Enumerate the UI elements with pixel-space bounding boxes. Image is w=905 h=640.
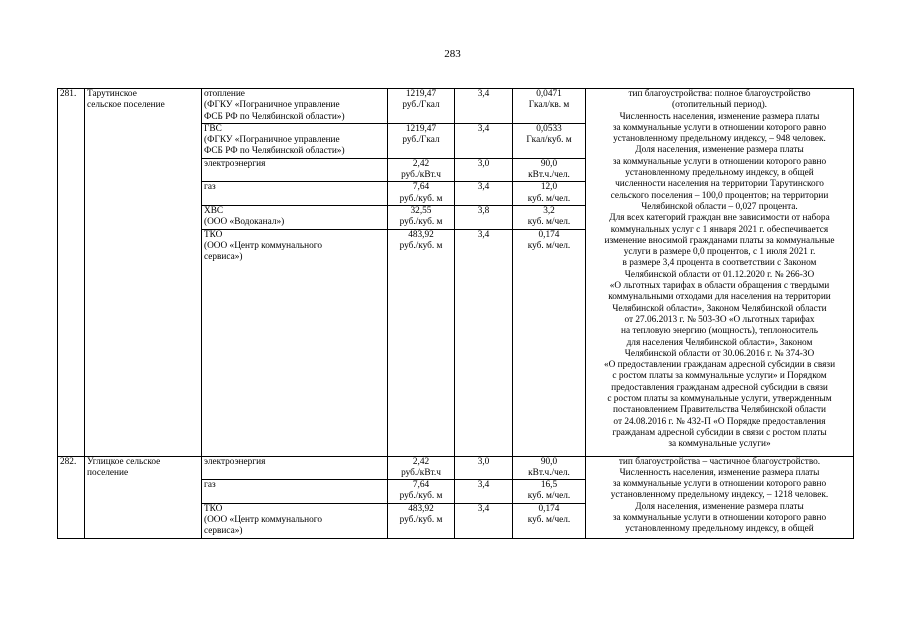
service-name-line: ФСБ РФ по Челябинской области») xyxy=(204,111,345,122)
norm-value: 16,5 xyxy=(540,480,558,491)
description-line: Численность населения, изменение размера платы xyxy=(619,111,820,122)
norm-cell xyxy=(513,456,586,480)
norm-unit: куб. м/чел. xyxy=(527,491,571,502)
description-line: услуги в размере 0,0 процентов, с 1 июля 2021 г. xyxy=(623,247,816,258)
settlement-name xyxy=(85,89,202,457)
description-line: за коммунальные услуги» xyxy=(668,439,771,450)
description-line: Доля населения, изменение размера платы xyxy=(635,145,804,156)
tariff-cell xyxy=(388,480,455,504)
norm-value: 12,0 xyxy=(540,182,558,193)
service-name xyxy=(202,182,388,206)
service-name-line: (ООО «Центр коммунального xyxy=(204,515,323,526)
description-line: установленному предельному индексу, – 948 человек. xyxy=(613,134,826,145)
description-line: Челябинской области от 30.06.2016 г. № 374-ЗО xyxy=(624,348,815,359)
description-line: от 27.06.2013 г. № 503-ЗО «О льготных тарифах xyxy=(624,314,815,325)
tariff-cell xyxy=(388,158,455,182)
service-name-line: ТКО xyxy=(204,503,223,514)
norm-cell xyxy=(513,89,586,124)
page-number: 283 xyxy=(444,48,461,60)
tariff-unit: руб./Гкал xyxy=(402,100,440,111)
description-line: Челябинской области – 0,027 процента. xyxy=(641,201,798,212)
description-line: за коммунальные услуги в отношении которого равно xyxy=(612,513,827,524)
description-line: Доля населения, изменение размера платы xyxy=(635,501,804,512)
index-value: 3,4 xyxy=(455,480,513,504)
service-name-line: газ xyxy=(204,480,216,491)
tariff-value: 1219,47 xyxy=(405,123,437,134)
tariff-unit: руб./Гкал xyxy=(402,135,440,146)
tariff-value: 32,55 xyxy=(410,205,432,216)
tariff-cell xyxy=(388,89,455,124)
service-name xyxy=(202,205,388,229)
settlement-name xyxy=(85,456,202,538)
tariff-unit: руб./кВт.ч xyxy=(401,170,441,181)
description-line: численности населения на территории Тарутинского xyxy=(615,179,824,190)
description-line: в размере 3,4 процента в соответствии с Законом xyxy=(622,258,817,269)
description-line: Челябинской области от 01.12.2020 г. № 266-ЗО xyxy=(624,269,815,280)
row-number: 282. xyxy=(58,456,85,538)
tariff-cell xyxy=(388,456,455,480)
tariff-value: 7,64 xyxy=(412,480,430,491)
norm-cell xyxy=(513,205,586,229)
index-value: 3,0 xyxy=(455,158,513,182)
description-line: от 24.08.2016 г. № 432-П «О Порядке предоставления xyxy=(613,416,826,427)
description-line: с ростом платы за коммунальные услуги» и Порядком xyxy=(612,371,827,382)
description-line: за коммунальные услуги в отношении которого равно xyxy=(612,122,827,133)
description-line: изменение вносимой гражданами платы за коммунальные xyxy=(604,235,835,246)
service-name-line: сервиса») xyxy=(204,526,243,537)
norm-unit: куб. м/чел. xyxy=(527,193,571,204)
description-line: коммунальных услуг с 1 января 2021 г. обеспечивается xyxy=(610,224,829,235)
tariff-cell xyxy=(388,229,455,456)
tariff-table xyxy=(57,88,854,539)
row-number: 281. xyxy=(58,89,85,457)
tariff-unit: руб./куб. м xyxy=(399,217,443,228)
index-value: 3,4 xyxy=(455,503,513,538)
norm-value: 90,0 xyxy=(540,158,558,169)
service-name-line: (ФГКУ «Пограничное управление xyxy=(204,135,340,146)
tariff-cell xyxy=(388,123,455,158)
tariff-unit: руб./куб. м xyxy=(399,515,443,526)
description-line: за коммунальные услуги в отношении которого равно xyxy=(612,156,827,167)
description-line: установленному предельному индексу, в общей xyxy=(625,524,814,535)
service-name xyxy=(202,158,388,182)
service-name xyxy=(202,229,388,456)
norm-unit: куб. м/чел. xyxy=(527,217,571,228)
service-name xyxy=(202,480,388,504)
norm-cell xyxy=(513,480,586,504)
tariff-unit: руб./кВт.ч xyxy=(401,467,441,478)
tariff-cell xyxy=(388,503,455,538)
index-value: 3,4 xyxy=(455,123,513,158)
norm-value: 0,0471 xyxy=(536,89,562,99)
table-row xyxy=(58,456,854,480)
description-line: на тепловую энергию (мощность), теплоноситель xyxy=(621,326,818,337)
service-name-line: (ООО «Центр коммунального xyxy=(204,240,323,251)
tariff-value: 1219,47 xyxy=(405,89,437,99)
service-name-line: ФСБ РФ по Челябинской области») xyxy=(204,146,345,157)
norm-unit: Гкал/куб. м xyxy=(526,135,572,146)
norm-cell xyxy=(513,123,586,158)
norm-unit: кВт.ч./чел. xyxy=(528,170,570,181)
norm-cell xyxy=(513,182,586,206)
norm-unit: кВт.ч./чел. xyxy=(528,467,570,478)
settlement-line: Углицкое сельское xyxy=(87,456,161,467)
norm-value: 0,0533 xyxy=(536,123,562,134)
service-name-line: газ xyxy=(204,182,216,193)
service-name-line: (ФГКУ «Пограничное управление xyxy=(204,100,340,111)
norm-cell xyxy=(513,158,586,182)
tariff-value: 2,42 xyxy=(412,158,430,169)
description-line: Численность населения, изменение размера платы xyxy=(619,467,820,478)
tariff-unit: руб./куб. м xyxy=(399,491,443,502)
service-name xyxy=(202,503,388,538)
description-line: сельского поселения – 100,0 процентов; на территории xyxy=(610,190,829,201)
norm-cell xyxy=(513,229,586,456)
description-line: тип благоустройства – частичное благоустройство. xyxy=(618,456,821,467)
norm-cell xyxy=(513,503,586,538)
description-line: предоставления гражданам адресной субсидии в связи xyxy=(611,382,828,393)
description-line: с ростом платы за коммунальные услуги, утвержденным xyxy=(607,394,832,405)
description-line: тип благоустройства: полное благоустройство xyxy=(628,89,811,99)
service-name-line: электроэнергия xyxy=(204,158,266,169)
tariff-cell xyxy=(388,205,455,229)
norm-value: 3,2 xyxy=(543,205,555,216)
norm-unit: Гкал/кв. м xyxy=(528,100,570,111)
norm-value: 0,174 xyxy=(538,229,560,240)
index-value: 3,0 xyxy=(455,456,513,480)
settlement-line: сельское поселение xyxy=(87,100,165,111)
service-name-line: ГВС xyxy=(204,123,222,134)
description-line: для населения Челябинской области», Законом xyxy=(626,337,813,348)
description-line: «О предоставлении гражданам адресной субсидии в связи xyxy=(603,360,836,371)
description-line: установленному предельному индексу, в общей xyxy=(625,168,814,179)
norm-unit: куб. м/чел. xyxy=(527,240,571,251)
tariff-value: 483,92 xyxy=(408,229,434,240)
tariff-cell xyxy=(388,182,455,206)
service-name-line: ХВС xyxy=(204,205,224,216)
tariff-value: 2,42 xyxy=(412,456,430,467)
settlement-line: поселение xyxy=(87,467,129,478)
description-line: Челябинской области», Законом Челябинской области xyxy=(612,303,827,314)
norm-unit: куб. м/чел. xyxy=(527,515,571,526)
service-name xyxy=(202,456,388,480)
description-line: за коммунальные услуги в отношении которого равно xyxy=(612,479,827,490)
norm-value: 0,174 xyxy=(538,503,560,514)
description-cell xyxy=(586,89,854,457)
service-name-line: (ООО «Водоканал») xyxy=(204,217,285,228)
index-value: 3,4 xyxy=(455,229,513,456)
description-line: установленному предельному индексу, – 1218 человек. xyxy=(610,490,829,501)
norm-value: 90,0 xyxy=(540,456,558,467)
description-line: постановлением Правительства Челябинской области xyxy=(612,405,826,416)
table-row xyxy=(58,89,854,124)
index-value: 3,4 xyxy=(455,182,513,206)
description-line: (отопительный период). xyxy=(671,100,767,111)
description-line: «О льготных тарифах в области обращения с твердыми xyxy=(609,281,830,292)
table-body xyxy=(58,89,854,539)
service-name-line: ТКО xyxy=(204,229,223,240)
service-name xyxy=(202,123,388,158)
tariff-unit: руб./куб. м xyxy=(399,193,443,204)
tariff-value: 483,92 xyxy=(408,503,434,514)
index-value: 3,4 xyxy=(455,89,513,124)
settlement-line: Тарутинское xyxy=(87,89,137,99)
tariff-value: 7,64 xyxy=(412,182,430,193)
service-name-line: отопление xyxy=(204,89,245,99)
service-name-line: сервиса») xyxy=(204,252,243,263)
description-cell xyxy=(586,456,854,538)
description-line: коммунальными отходами для населения на территории xyxy=(608,292,831,303)
service-name-line: электроэнергия xyxy=(204,456,266,467)
tariff-unit: руб./куб. м xyxy=(399,240,443,251)
description-line: гражданам адресной субсидии в связи с ростом платы xyxy=(612,427,827,438)
service-name xyxy=(202,89,388,124)
description-line: Для всех категорий граждан вне зависимости от набора xyxy=(609,213,830,224)
index-value: 3,8 xyxy=(455,205,513,229)
